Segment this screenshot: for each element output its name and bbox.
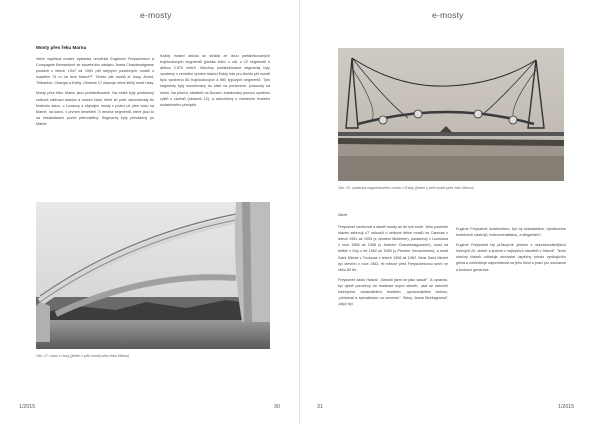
right-column-1 [338,212,448,311]
section-heading: Závěr [338,213,348,217]
article-title: Mosty přes řeku Marnu [36,45,87,50]
paragraph: Mosty přes řeku Marnu jsou prefabrikované. Na místě byly postaveny celkové odlévací stanice a mostní části, které se poté namontovaly do finálního stavu, v Luzancy a zbývající mosty v pozici už přes vodu na Marně, na konci, v prvním desetiletí. S mnoha segmentů, které jsou tu na nestandardní pozici přemostěny. Segmenty byly převáženy po Marně. [36,91,154,126]
paragraph: Freyssinet navrhoval a stavěl mosty až do své smrti. Jeho poslední stavbu zahrnují 47 oblouků o celkové délce mostů na Carecas v letech 1951 až 1953 (s Jeanem Mullerem), postavený v Louisiana v roce 1956 až 1958 (s Jeanem Chaudesaiguesem), most na letiště v Orly z let 1962 až 1959 (s Pierrem Xercavinsem), a most Saint Michel v Toulouse v letech 1958 až 1962. Most Saint Michel byl otevřen v roce 1962, tři měsíce před Freyssinetovou smrtí ve věku 83 let. [338,225,448,272]
right-page [300,0,600,424]
paragraph: Eugène Freyssinet hudebníkem, byl by skladatelem, vynálezcem hudebních nástrojů, instrumentalistou, a dirigentem". [456,227,566,238]
paragraph: Každý mostní oblouk se skládá ze dvou prefabrikovaných trojkloubových segmentů (ploška ležící u zdi, o 12 segmentů s délkou 2.670 metrů. Všechny prefabrikované segmenty byly vyrobeny v centrální výrobní stanici Esbly, kde pro těchto pět mostů bylo vyrobeno 80 trojkloubových a 560 typových segmentů. Tyto segmenty byly smontovány do částí na pontonech, posunuty na místo. Na plochu, stavitelé na Durach, instalovány pomocí systému cyklů s závěsů (obrázek 13), a dokončeny s vnesením trvalého dodatečného předpětí. [160,54,270,107]
issue-number: 1/2015 [558,404,575,410]
ussy-bridge-photo [36,202,270,349]
left-column-2 [160,53,270,112]
esbly-construction-photo [338,48,564,181]
right-column-2 [456,226,566,277]
photo-caption: Obr. 13: výstavba segmentového mostu v Esbly (jeden z pěti mostů přes řeku Marnu) [338,186,474,190]
paragraph: Eugène Freyssinet byl průkopník „jedním z nejuniverzálnějších inženýrů 20. století a jedním z nejlepších stavitelů v historii". Tento stručný článek odhaluje obrovské úspěchy tohoto vynikajícího génia a zohledňuje odpovědnost za jeho život a práci pro současné a budoucí generace. [456,243,566,272]
header-logo: e-mosty [432,10,464,20]
header-logo: e-mosty [140,10,172,20]
page-number: 31 [317,404,323,410]
paragraph: Velmi úspěšná mostní výstavba umožnila Eugènovi Freyssinetovi a Compagnie Bernardové ze stavebního zástavu Jeana Chaudesaiguese postavit v letech 1947 až 1951 pět stejných podobných mostů s rozpětím 74 m na řece Marně⁴³. Těchto pět mostů je Ussy, Annet, Trilbardou, Changis a Esbly. Obrázek 17 ukazuje velmi štíhlý most Ussy. [36,57,154,86]
left-column-1 [36,56,154,131]
issue-number: 1/2015 [19,404,36,410]
paragraph: Freyssinet často říkával: „Narodil jsem se jako stavař". A opravdu, byl úplně ponořený do realizace svých staveb, „stal se zároveň inženýrem, dodavatelem, tesařem, „spracovatelem betonu, „očekával a specialistou na cementu". Stavy Jeana Montagnona¹, „když byl [338,277,448,307]
photo-caption: Obr. 17: most v Ussy (jeden z pěti mostů přes řeku Marnu) [36,354,130,358]
page-number: 30 [274,404,280,410]
